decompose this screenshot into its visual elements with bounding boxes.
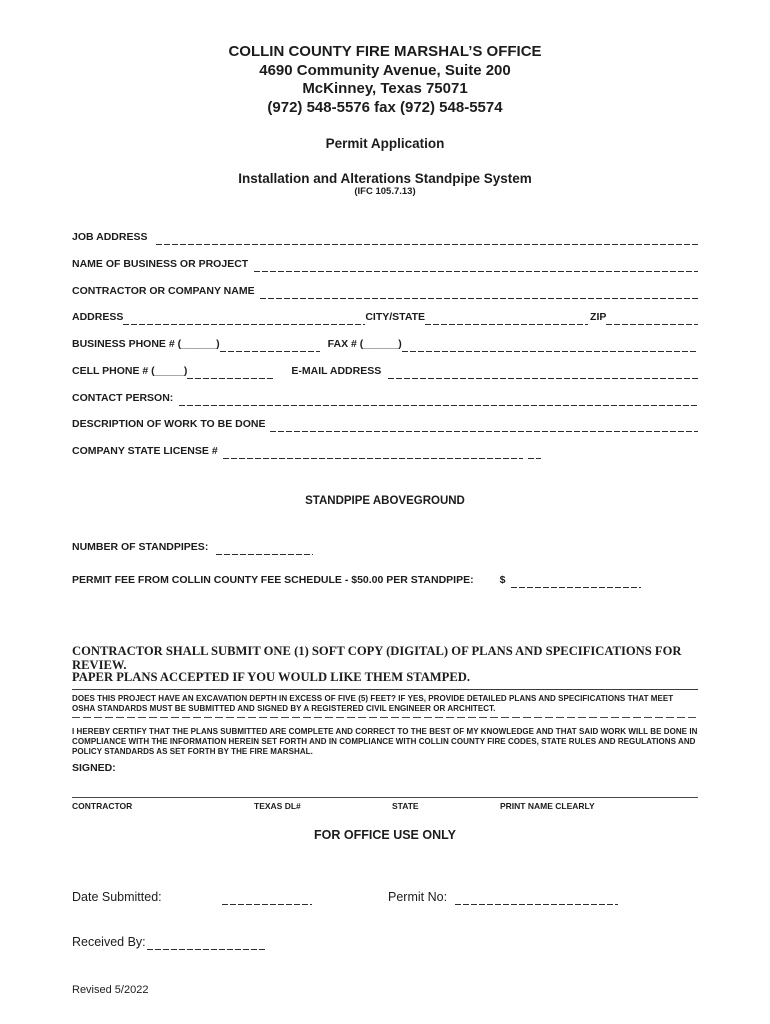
signed-label: SIGNED: [72,762,116,774]
business-phone-label: BUSINESS PHONE # (______) [72,338,220,350]
contractor-name-row [72,285,698,297]
fax-field[interactable] [402,340,698,352]
cell-phone-label: CELL PHONE # (_____) [72,365,188,377]
received-by-label: Received By: [72,935,146,949]
excavation-notice: DOES THIS PROJECT HAVE AN EXCAVATION DEPTH IN EXCESS OF FIVE (5) FEET? IF YES, PROVIDE DETAILED PLANS AND SPECIFICATIONS THAT MEET OSHA STANDARDS MUST BE SUBMITTED AND SIGNED BY A REGISTERED CIVIL ENGINEER OR ARCHITECT. [72,694,674,714]
cell-phone-field[interactable] [187,367,273,379]
job-address-field[interactable] [156,233,698,245]
email-label: E-MAIL ADDRESS [291,365,382,377]
description-label: DESCRIPTION OF WORK TO BE DONE [72,418,266,430]
cell-email-row [72,365,698,377]
doc-subtitle-block [72,171,698,198]
office-phone-fax: (972) 548-5576 fax (972) 548-5574 [267,98,503,116]
signature-col-print-name: PRINT NAME CLEARLY [500,801,595,811]
divider-dashed [72,717,698,718]
business-name-row [72,258,698,270]
license-row [72,445,698,457]
license-field-extra[interactable] [528,447,541,459]
submit-notice-line2: PAPER PLANS ACCEPTED IF YOU WOULD LIKE THEM STAMPED. [72,670,471,684]
license-field[interactable] [223,447,523,459]
business-or-project-field[interactable] [254,260,698,272]
business-or-project-label: NAME OF BUSINESS OR PROJECT [72,258,249,270]
signature-col-contractor: CONTRACTOR [72,801,133,811]
business-phone-field[interactable] [220,340,320,352]
number-of-standpipes-label: NUMBER OF STANDPIPES: [72,541,209,553]
received-by-field[interactable] [147,938,265,950]
job-address-label: JOB ADDRESS [72,231,148,243]
contact-person-field[interactable] [179,394,698,406]
permit-fee-row [72,574,698,586]
contact-person-label: CONTACT PERSON: [72,392,174,404]
code-reference: (IFC 105.7.13) [354,186,416,197]
email-field[interactable] [388,367,698,379]
office-street: 4690 Community Avenue, Suite 200 [259,61,511,79]
number-of-standpipes-row [72,541,698,553]
submit-notice-line1: CONTRACTOR SHALL SUBMIT ONE (1) SOFT COPY (DIGITAL) OF PLANS AND SPECIFICATIONS FOR REVIEW. [72,644,682,672]
zip-label: ZIP [590,311,607,323]
license-label: COMPANY STATE LICENSE # [72,445,218,457]
number-of-standpipes-field[interactable] [216,543,313,555]
contractor-or-company-label: CONTRACTOR OR COMPANY NAME [72,285,255,297]
description-field[interactable] [270,420,698,432]
job-address-row [72,231,698,243]
description-row [72,418,698,430]
permit-fee-field[interactable] [511,576,641,588]
office-use-heading: FOR OFFICE USE ONLY [314,828,456,842]
signature-col-state: STATE [392,801,419,811]
signature-columns [72,801,698,813]
divider-solid [72,689,698,690]
city-state-field[interactable] [425,313,588,325]
signature-line[interactable] [72,797,698,798]
date-submitted-field[interactable] [222,893,312,905]
permit-no-label: Permit No: [388,890,448,904]
contact-person-row [72,392,698,404]
office-name: COLLIN COUNTY FIRE MARSHAL’S OFFICE [228,43,542,60]
city-state-label: CITY/STATE [365,311,426,323]
certification-statement: I HEREBY CERTIFY THAT THE PLANS SUBMITTED ARE COMPLETE AND CORRECT TO THE BEST OF MY KNOWLEDGE AND THAT SAID WORK WILL BE DONE IN COMPLIANCE WITH THE INFORMATION HEREIN SET FORTH AND IN COMPLIANCE WITH COLLIN COUNTY FIRE CODES, STATE RULES AND REGULATIONS AND POLICY STANDARDS AS SET FORTH BY THE FIRE MARSHAL. [72,727,698,757]
received-by-row [72,933,698,949]
revision-note: Revised 5/2022 [72,984,149,996]
fax-label: FAX # (______) [327,338,402,350]
signature-col-texas-dl: TEXAS DL# [254,801,301,811]
doc-title: Permit Application [325,136,445,151]
date-submitted-label: Date Submitted: [72,890,162,904]
phone-fax-row [72,338,698,350]
permit-fee-label: PERMIT FEE FROM COLLIN COUNTY FEE SCHEDULE - $50.00 PER STANDPIPE: [72,574,474,586]
doc-subtitle: Installation and Alterations Standpipe System [238,171,532,186]
header-block [72,43,698,117]
permit-no-field[interactable] [455,893,618,905]
address-city-zip-row [72,311,698,323]
office-city: McKinney, Texas 75071 [302,80,468,98]
address-label: ADDRESS [72,311,124,323]
contractor-or-company-field[interactable] [260,287,698,299]
standpipe-heading: STANDPIPE ABOVEGROUND [305,495,465,507]
date-permit-row [72,888,698,904]
dollar-sign: $ [499,574,506,586]
zip-field[interactable] [606,313,698,325]
address-field[interactable] [123,313,365,325]
